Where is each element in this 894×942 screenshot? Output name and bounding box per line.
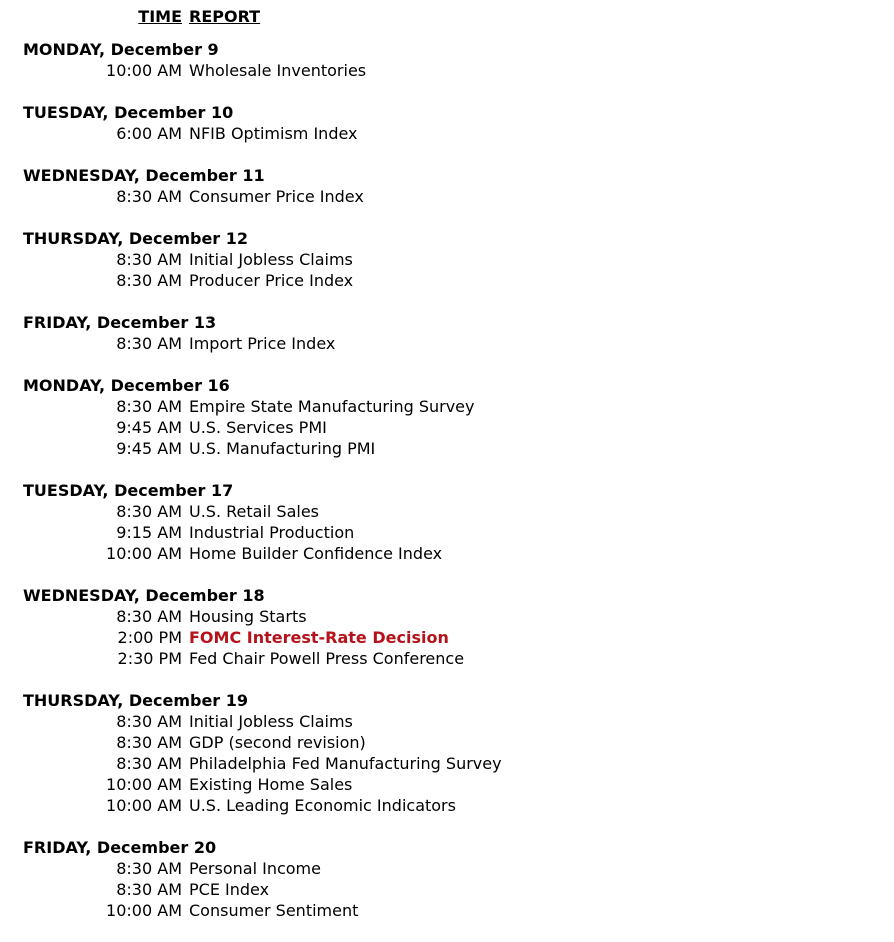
- event-time: 8:30 AM: [116, 397, 182, 416]
- event-time: 8:30 AM: [116, 712, 182, 731]
- day-heading: THURSDAY, December 19: [23, 691, 249, 710]
- day-heading: FRIDAY, December 13: [23, 313, 217, 332]
- event-name: NFIB Optimism Index: [189, 124, 358, 143]
- day-heading: TUESDAY, December 17: [23, 481, 234, 500]
- event-time: 9:15 AM: [116, 523, 182, 542]
- day-heading: TUESDAY, December 10: [23, 103, 234, 122]
- event-time: 9:45 AM: [116, 439, 182, 458]
- day-section: [0, 102, 894, 144]
- event-time: 8:30 AM: [116, 880, 182, 899]
- event-name: GDP (second revision): [189, 733, 366, 752]
- event-row: [0, 123, 894, 144]
- report-column-heading: REPORT: [189, 7, 261, 26]
- event-row: [0, 732, 894, 753]
- event-row: [0, 627, 894, 648]
- event-time: 10:00 AM: [106, 61, 182, 80]
- event-row: [0, 711, 894, 732]
- event-time: 10:00 AM: [106, 901, 182, 920]
- event-name: Wholesale Inventories: [189, 61, 367, 80]
- day-heading: MONDAY, December 16: [23, 376, 230, 395]
- event-time: 8:30 AM: [116, 250, 182, 269]
- event-row: [0, 606, 894, 627]
- event-name: Producer Price Index: [189, 271, 354, 290]
- event-row: [0, 522, 894, 543]
- day-section: [0, 165, 894, 207]
- event-name: Philadelphia Fed Manufacturing Survey: [189, 754, 502, 773]
- event-name: Home Builder Confidence Index: [189, 544, 443, 563]
- event-name: U.S. Retail Sales: [189, 502, 320, 521]
- day-section: [0, 375, 894, 459]
- day-heading: MONDAY, December 9: [23, 40, 219, 59]
- event-name-highlighted: FOMC Interest-Rate Decision: [189, 628, 449, 647]
- event-name: U.S. Leading Economic Indicators: [189, 796, 456, 815]
- day-heading: THURSDAY, December 12: [23, 229, 249, 248]
- event-name: Industrial Production: [189, 523, 355, 542]
- event-name: U.S. Manufacturing PMI: [189, 439, 376, 458]
- event-name: Fed Chair Powell Press Conference: [189, 649, 465, 668]
- event-time: 8:30 AM: [116, 733, 182, 752]
- event-time: 8:30 AM: [116, 187, 182, 206]
- day-heading: FRIDAY, December 20: [23, 838, 217, 857]
- event-row: [0, 648, 894, 669]
- event-name: Import Price Index: [189, 334, 336, 353]
- event-name: PCE Index: [189, 880, 270, 899]
- event-time: 9:45 AM: [116, 418, 182, 437]
- event-time: 2:30 PM: [117, 649, 182, 668]
- event-row: [0, 438, 894, 459]
- event-time: 8:30 AM: [116, 859, 182, 878]
- event-name: Initial Jobless Claims: [189, 250, 353, 269]
- event-name: Housing Starts: [189, 607, 307, 626]
- day-section: [0, 480, 894, 564]
- event-time: 8:30 AM: [116, 607, 182, 626]
- event-time: 8:30 AM: [116, 502, 182, 521]
- event-row: [0, 60, 894, 81]
- event-time: 10:00 AM: [106, 544, 182, 563]
- event-name: Consumer Sentiment: [189, 901, 359, 920]
- day-section: [0, 837, 894, 921]
- day-section: [0, 585, 894, 669]
- day-section: [0, 228, 894, 291]
- event-time: 10:00 AM: [106, 796, 182, 815]
- event-name: Existing Home Sales: [189, 775, 353, 794]
- event-name: Consumer Price Index: [189, 187, 364, 206]
- event-row: [0, 753, 894, 774]
- event-name: Personal Income: [189, 859, 321, 878]
- day-heading: WEDNESDAY, December 18: [23, 586, 265, 605]
- event-row: [0, 186, 894, 207]
- event-time: 8:30 AM: [116, 271, 182, 290]
- time-column-heading: TIME: [138, 7, 182, 26]
- event-row: [0, 543, 894, 564]
- event-time: 8:30 AM: [116, 754, 182, 773]
- event-row: [0, 270, 894, 291]
- event-row: [0, 879, 894, 900]
- event-name: Empire State Manufacturing Survey: [189, 397, 475, 416]
- column-header: [0, 7, 894, 28]
- day-heading: WEDNESDAY, December 11: [23, 166, 265, 185]
- event-row: [0, 396, 894, 417]
- event-row: [0, 774, 894, 795]
- event-row: [0, 795, 894, 816]
- event-name: U.S. Services PMI: [189, 418, 327, 437]
- event-name: Initial Jobless Claims: [189, 712, 353, 731]
- day-section: [0, 312, 894, 354]
- economic-calendar: [0, 39, 894, 942]
- event-row: [0, 249, 894, 270]
- event-time: 8:30 AM: [116, 334, 182, 353]
- event-time: 10:00 AM: [106, 775, 182, 794]
- event-row: [0, 333, 894, 354]
- event-time: 6:00 AM: [116, 124, 182, 143]
- event-row: [0, 900, 894, 921]
- event-time: 2:00 PM: [117, 628, 182, 647]
- event-row: [0, 501, 894, 522]
- day-section: [0, 690, 894, 816]
- day-section: [0, 39, 894, 81]
- event-row: [0, 858, 894, 879]
- event-row: [0, 417, 894, 438]
